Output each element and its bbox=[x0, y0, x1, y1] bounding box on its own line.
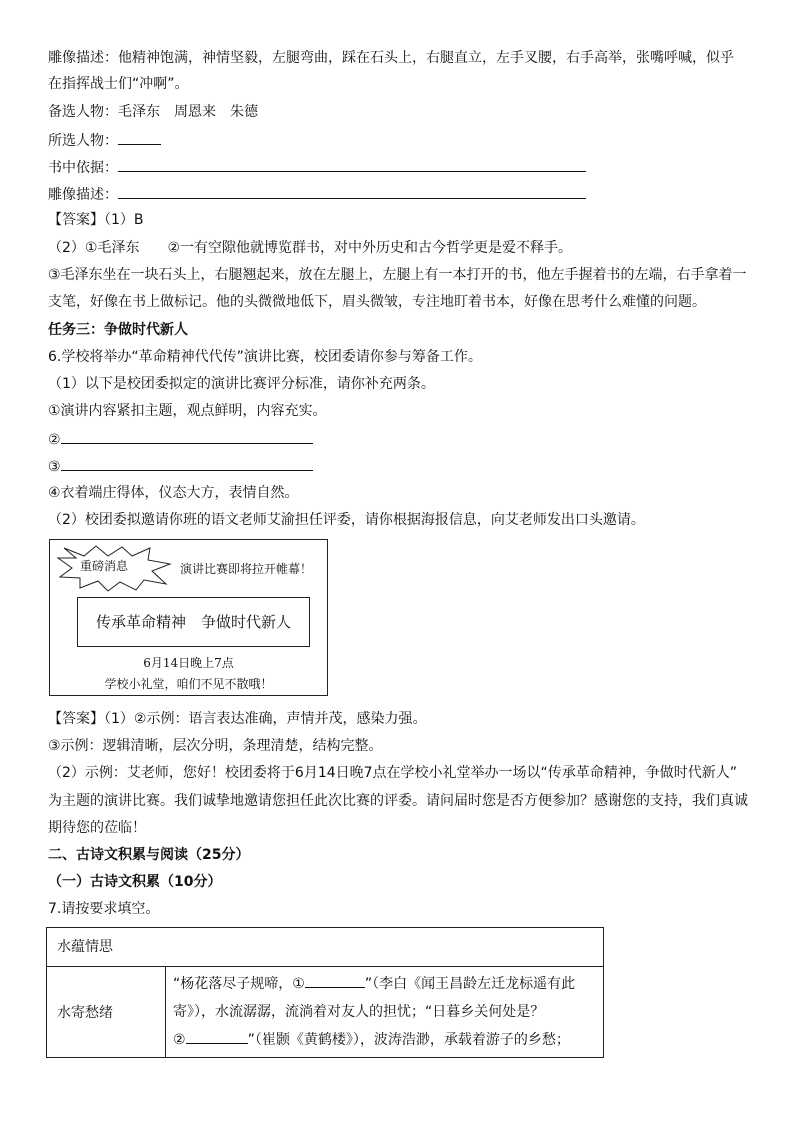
answer-3: ③毛泽东坐在一块石头上，右腿翘起来，放在左腿上，左腿上有一本打开的书，他左手握着书的左端，右手拿着一 bbox=[48, 267, 747, 283]
selected-person-label: 所选人物： bbox=[48, 133, 118, 149]
poster-burst-text: 重磅消息 bbox=[80, 559, 129, 573]
poster-main-title: 传承革命精神 争做时代新人 bbox=[95, 613, 291, 631]
line-selected-person bbox=[48, 130, 161, 150]
answer-6-1-cont: ③示例：逻辑清晰，层次分明，条理清楚，结构完整。 bbox=[48, 738, 383, 754]
poster-main-box bbox=[77, 597, 310, 647]
table-column-divider bbox=[165, 966, 166, 1057]
subsection-heading: （一）古诗文积累（10分） bbox=[48, 874, 222, 890]
criterion-2 bbox=[48, 429, 313, 449]
answer-6-2-cont: 为主题的演讲比赛。我们诚挚地邀请您担任此次比赛的评委。请问届时您是否方便参加？感谢您的支持，我们真诚 bbox=[48, 793, 748, 809]
answer-1: 【答案】（1）B bbox=[48, 212, 144, 228]
line-statue-desc-cont: 在指挥战士们“冲啊”。 bbox=[48, 76, 189, 92]
blank-1 bbox=[305, 973, 365, 988]
task-three-heading: 任务三：争做时代新人 bbox=[48, 322, 188, 338]
criterion-2-blank bbox=[61, 429, 313, 444]
criterion-2-label: ② bbox=[48, 432, 61, 448]
table-text-line-1: “杨花落尽子规啼，① ”（李白《闻王昌龄左迁龙标遥有此 bbox=[173, 973, 575, 993]
line-book-basis bbox=[48, 157, 586, 177]
event-poster bbox=[49, 539, 328, 696]
statue-desc-label: 雕像描述： bbox=[48, 187, 118, 203]
blank-2 bbox=[186, 1029, 248, 1044]
table-text-line-3: ② ”（崔颢《黄鹤楼》），波涛浩渺，承载着游子的乡愁； bbox=[173, 1029, 570, 1049]
answer-6-2: （2）示例：艾老师，您好！校团委将于6月14日晚7点在学校小礼堂举办一场以“传承革命精神，争做时代新人” bbox=[48, 765, 738, 781]
poster-headline: 演讲比赛即将拉开帷幕！ bbox=[180, 562, 313, 576]
question-6-2: （2）校团委拟邀请你班的语文老师艾渝担任评委，请你根据海报信息，向艾老师发出口头邀请。 bbox=[48, 512, 645, 528]
criterion-3 bbox=[48, 456, 313, 476]
table-row-label: 水寄愁绪 bbox=[57, 1005, 113, 1021]
poetry-table bbox=[46, 927, 604, 1058]
statue-desc-blank bbox=[118, 184, 586, 199]
criterion-1: ①演讲内容紧扣主题，观点鲜明，内容充实。 bbox=[48, 403, 327, 419]
table-divider bbox=[47, 966, 603, 967]
question-6-1: （1）以下是校团委拟定的演讲比赛评分标准，请你补充两条。 bbox=[48, 376, 435, 392]
criterion-3-label: ③ bbox=[48, 459, 61, 475]
question-6: 6.学校将举办“革命精神代代传”演讲比赛，校团委请你参与筹备工作。 bbox=[48, 349, 482, 365]
poster-place: 学校小礼堂，咱们不见不散哦！ bbox=[104, 677, 273, 691]
poster-date: 6月14日晚上7点 bbox=[143, 656, 234, 670]
criterion-4: ④衣着端庄得体，仪态大方，表情自然。 bbox=[48, 485, 299, 501]
answer-6-2-end: 期待您的莅临！ bbox=[48, 820, 146, 836]
book-basis-blank bbox=[118, 157, 586, 172]
table-text-line-2: 寄》），水流潺潺，流淌着对友人的担忧；“日暮乡关何处是？ bbox=[173, 1004, 545, 1020]
line-statue-blank bbox=[48, 184, 586, 204]
answer-3-cont: 支笔，好像在书上做标记。他的头微微地低下，眉头微皱，专注地盯着书本，好像在思考什么难懂的问题。 bbox=[48, 294, 706, 310]
line-statue-desc: 雕像描述：他精神饱满，神情坚毅，左腿弯曲，踩在石头上，右腿直立，左手叉腰，右手高举，张嘴呼喊，似乎 bbox=[48, 50, 734, 66]
table-title: 水蕴情思 bbox=[57, 939, 113, 955]
line-candidates: 备选人物：毛泽东 周恩来 朱德 bbox=[48, 104, 258, 120]
criterion-3-blank bbox=[61, 456, 313, 471]
book-basis-label: 书中依据： bbox=[48, 160, 118, 176]
answer-2: （2）①毛泽东 ②一有空隙他就博览群书，对中外历史和古今哲学更是爱不释手。 bbox=[48, 240, 573, 256]
answer-6-1: 【答案】（1）②示例：语言表达准确，声情并茂，感染力强。 bbox=[48, 711, 427, 727]
section-two-heading: 二、古诗文积累与阅读（25分） bbox=[48, 847, 250, 863]
selected-person-blank bbox=[118, 130, 161, 145]
question-7: 7.请按要求填空。 bbox=[48, 901, 160, 917]
